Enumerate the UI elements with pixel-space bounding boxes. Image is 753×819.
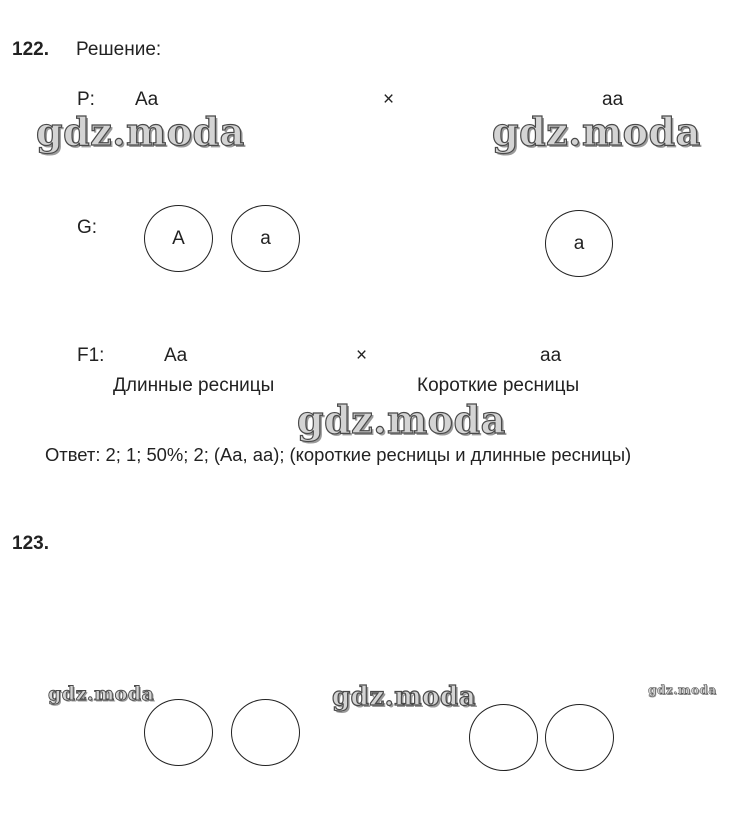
watermark-logo: gdz.moda xyxy=(297,397,506,442)
gamete-allele: A xyxy=(172,227,185,249)
f1-label: F1: xyxy=(77,345,105,366)
gametes-label: G: xyxy=(77,217,98,238)
watermark-logo: gdz.moda xyxy=(648,683,717,697)
f1-right-genotype: aa xyxy=(540,345,562,366)
parents-label: P: xyxy=(77,89,95,110)
watermark-logo: gdz.moda xyxy=(36,109,245,154)
gamete-circle xyxy=(231,205,300,272)
gamete-circle xyxy=(545,210,613,277)
answer-text: Ответ: 2; 1; 50%; 2; (Aa, aa); (короткие ресницы и длинные ресницы) xyxy=(45,444,632,465)
watermark-logo: gdz.moda xyxy=(48,683,155,705)
watermark-logo: gdz.moda xyxy=(492,109,701,154)
gamete-circle xyxy=(144,205,213,272)
problem-122-number: 122. xyxy=(12,39,49,60)
parent-right-genotype: aa xyxy=(602,89,624,110)
f1-left-phenotype: Длинные ресницы xyxy=(113,375,275,396)
empty-gamete-circle xyxy=(545,704,614,771)
gamete-allele: a xyxy=(573,232,585,254)
problem-123-number: 123. xyxy=(12,533,49,554)
parent-left-genotype: Aa xyxy=(135,89,159,110)
f1-cross-sign: × xyxy=(356,345,368,366)
f1-right-phenotype: Короткие ресницы xyxy=(417,375,580,396)
parents-cross-sign: × xyxy=(383,89,395,110)
watermark-logo: gdz.moda xyxy=(332,682,477,712)
empty-gamete-circle xyxy=(469,704,538,771)
empty-gamete-circle xyxy=(144,699,213,766)
f1-left-genotype: Aa xyxy=(164,345,188,366)
gamete-allele: a xyxy=(260,227,271,249)
empty-gamete-circle xyxy=(231,699,300,766)
solution-heading: Решение: xyxy=(76,39,162,60)
